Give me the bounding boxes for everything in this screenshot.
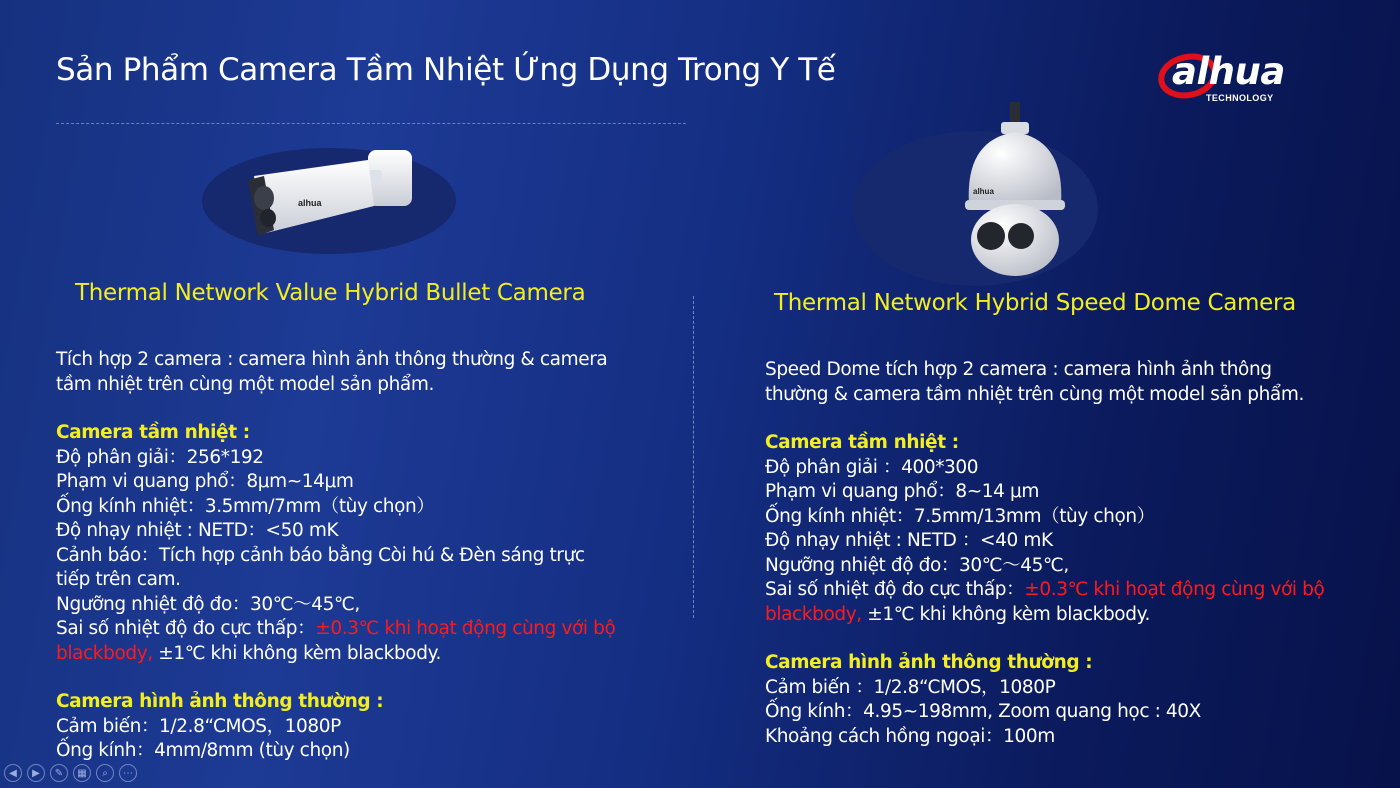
slides-grid-icon: ▦ (77, 767, 87, 779)
arrow-left-icon: ◀ (9, 767, 17, 779)
svg-text:alhua: alhua (298, 198, 322, 208)
right-thermal-spec: Độ nhạy nhiệt : NETD ：<40 mK (765, 530, 1053, 551)
right-visible-spec: Cảm biến ：1/2.8“CMOS，1080P (765, 676, 1056, 698)
right-thermal-spec: Ống kính nhiệt：7.5mm/13mm（tùy chọn） (765, 505, 1155, 527)
left-accuracy-red: ±0.3℃ khi hoạt động cùng với bộ (315, 618, 616, 639)
left-thermal-spec: Ngưỡng nhiệt độ đo：30℃～45℃, (56, 593, 360, 615)
right-visible-spec: Ống kính：4.95~198mm, Zoom quang học : 40X (765, 701, 1201, 722)
pen-tool-button[interactable] (50, 764, 68, 782)
right-visible-spec: Khoảng cách hồng ngoại：100m (765, 725, 1055, 747)
logo-tagline: TECHNOLOGY (1206, 93, 1274, 103)
left-description (56, 348, 615, 764)
left-thermal-spec: Cảnh báo：Tích hợp cảnh báo bằng Còi hú & Đèn sáng trực (56, 544, 585, 566)
left-accuracy-rest: ±1℃ khi không kèm blackbody. (152, 642, 441, 664)
left-visible-spec: Cảm biến：1/2.8“CMOS，1080P (56, 715, 341, 737)
next-slide-button[interactable] (27, 764, 45, 782)
more-options-button[interactable] (119, 764, 137, 782)
right-accuracy-rest: ±1℃ khi không kèm blackbody. (861, 603, 1150, 625)
slideshow-toolbar (4, 764, 137, 782)
left-intro-line-1: Tích hợp 2 camera : camera hình ảnh thông thường & camera (56, 349, 608, 370)
left-accuracy-red-2: blackbody, (56, 642, 153, 664)
right-accuracy-red-2: blackbody, (765, 603, 862, 625)
previous-slide-button[interactable] (4, 764, 22, 782)
right-thermal-heading: Camera tầm nhiệt : (765, 432, 959, 453)
zoom-button[interactable] (96, 764, 114, 782)
right-accuracy-red: ±0.3℃ khi hoạt động cùng với bộ (1024, 579, 1325, 600)
see-all-slides-button[interactable] (73, 764, 91, 782)
title-divider (56, 123, 686, 124)
left-accuracy-line-2 (56, 642, 615, 667)
right-thermal-spec: Độ phân giải ：400*300 (765, 456, 979, 478)
right-intro-line-1: Speed Dome tích hợp 2 camera : camera hình ảnh thông (765, 359, 1272, 380)
zoom-icon: ⌕ (102, 767, 108, 779)
left-visible-spec: Ống kính：4mm/8mm (tùy chọn) (56, 740, 350, 761)
arrow-right-icon: ▶ (32, 767, 40, 779)
svg-text:alhua: alhua (973, 187, 994, 196)
right-thermal-spec: Ngưỡng nhiệt độ đo：30℃～45℃, (765, 554, 1069, 576)
right-accuracy-line-2 (765, 603, 1324, 628)
pen-icon: ✎ (54, 767, 64, 779)
right-intro-line-2: thường & camera tầm nhiệt trên cùng một model sản phẩm. (765, 383, 1304, 405)
right-thermal-spec: Phạm vi quang phổ：8~14 μm (765, 481, 1040, 502)
left-intro-line-2: tầm nhiệt trên cùng một model sản phẩm. (56, 373, 434, 395)
left-thermal-heading: Camera tầm nhiệt : (56, 422, 250, 443)
right-product-title: Thermal Network Hybrid Speed Dome Camera (774, 290, 1296, 316)
left-accuracy-label: Sai số nhiệt độ đo cực thấp： (56, 618, 316, 639)
right-accuracy-label: Sai số nhiệt độ đo cực thấp： (765, 579, 1025, 600)
left-accuracy-line-1 (56, 617, 615, 642)
left-thermal-spec: Phạm vi quang phổ：8μm~14μm (56, 471, 354, 492)
column-divider (693, 296, 694, 618)
dahua-logo (1158, 46, 1338, 106)
bullet-camera-image (240, 142, 420, 242)
right-accuracy-line-1 (765, 578, 1324, 603)
left-thermal-spec: tiếp trên cam. (56, 569, 181, 590)
right-visible-heading: Camera hình ảnh thông thường : (765, 652, 1093, 673)
speed-dome-camera-image (955, 100, 1075, 282)
logo-wordmark: alhua (1172, 50, 1285, 93)
right-description (765, 358, 1324, 749)
left-thermal-spec: Độ nhạy nhiệt : NETD：<50 mK (56, 520, 339, 541)
left-product-title: Thermal Network Value Hybrid Bullet Camera (75, 280, 586, 306)
slide-title: Sản Phẩm Camera Tầm Nhiệt Ứng Dụng Trong Y Tế (56, 52, 836, 88)
left-thermal-spec: Độ phân giải：256*192 (56, 446, 264, 468)
left-visible-heading: Camera hình ảnh thông thường : (56, 691, 384, 712)
left-thermal-spec: Ống kính nhiệt：3.5mm/7mm（tùy chọn） (56, 495, 435, 517)
more-icon: ⋯ (123, 767, 133, 779)
